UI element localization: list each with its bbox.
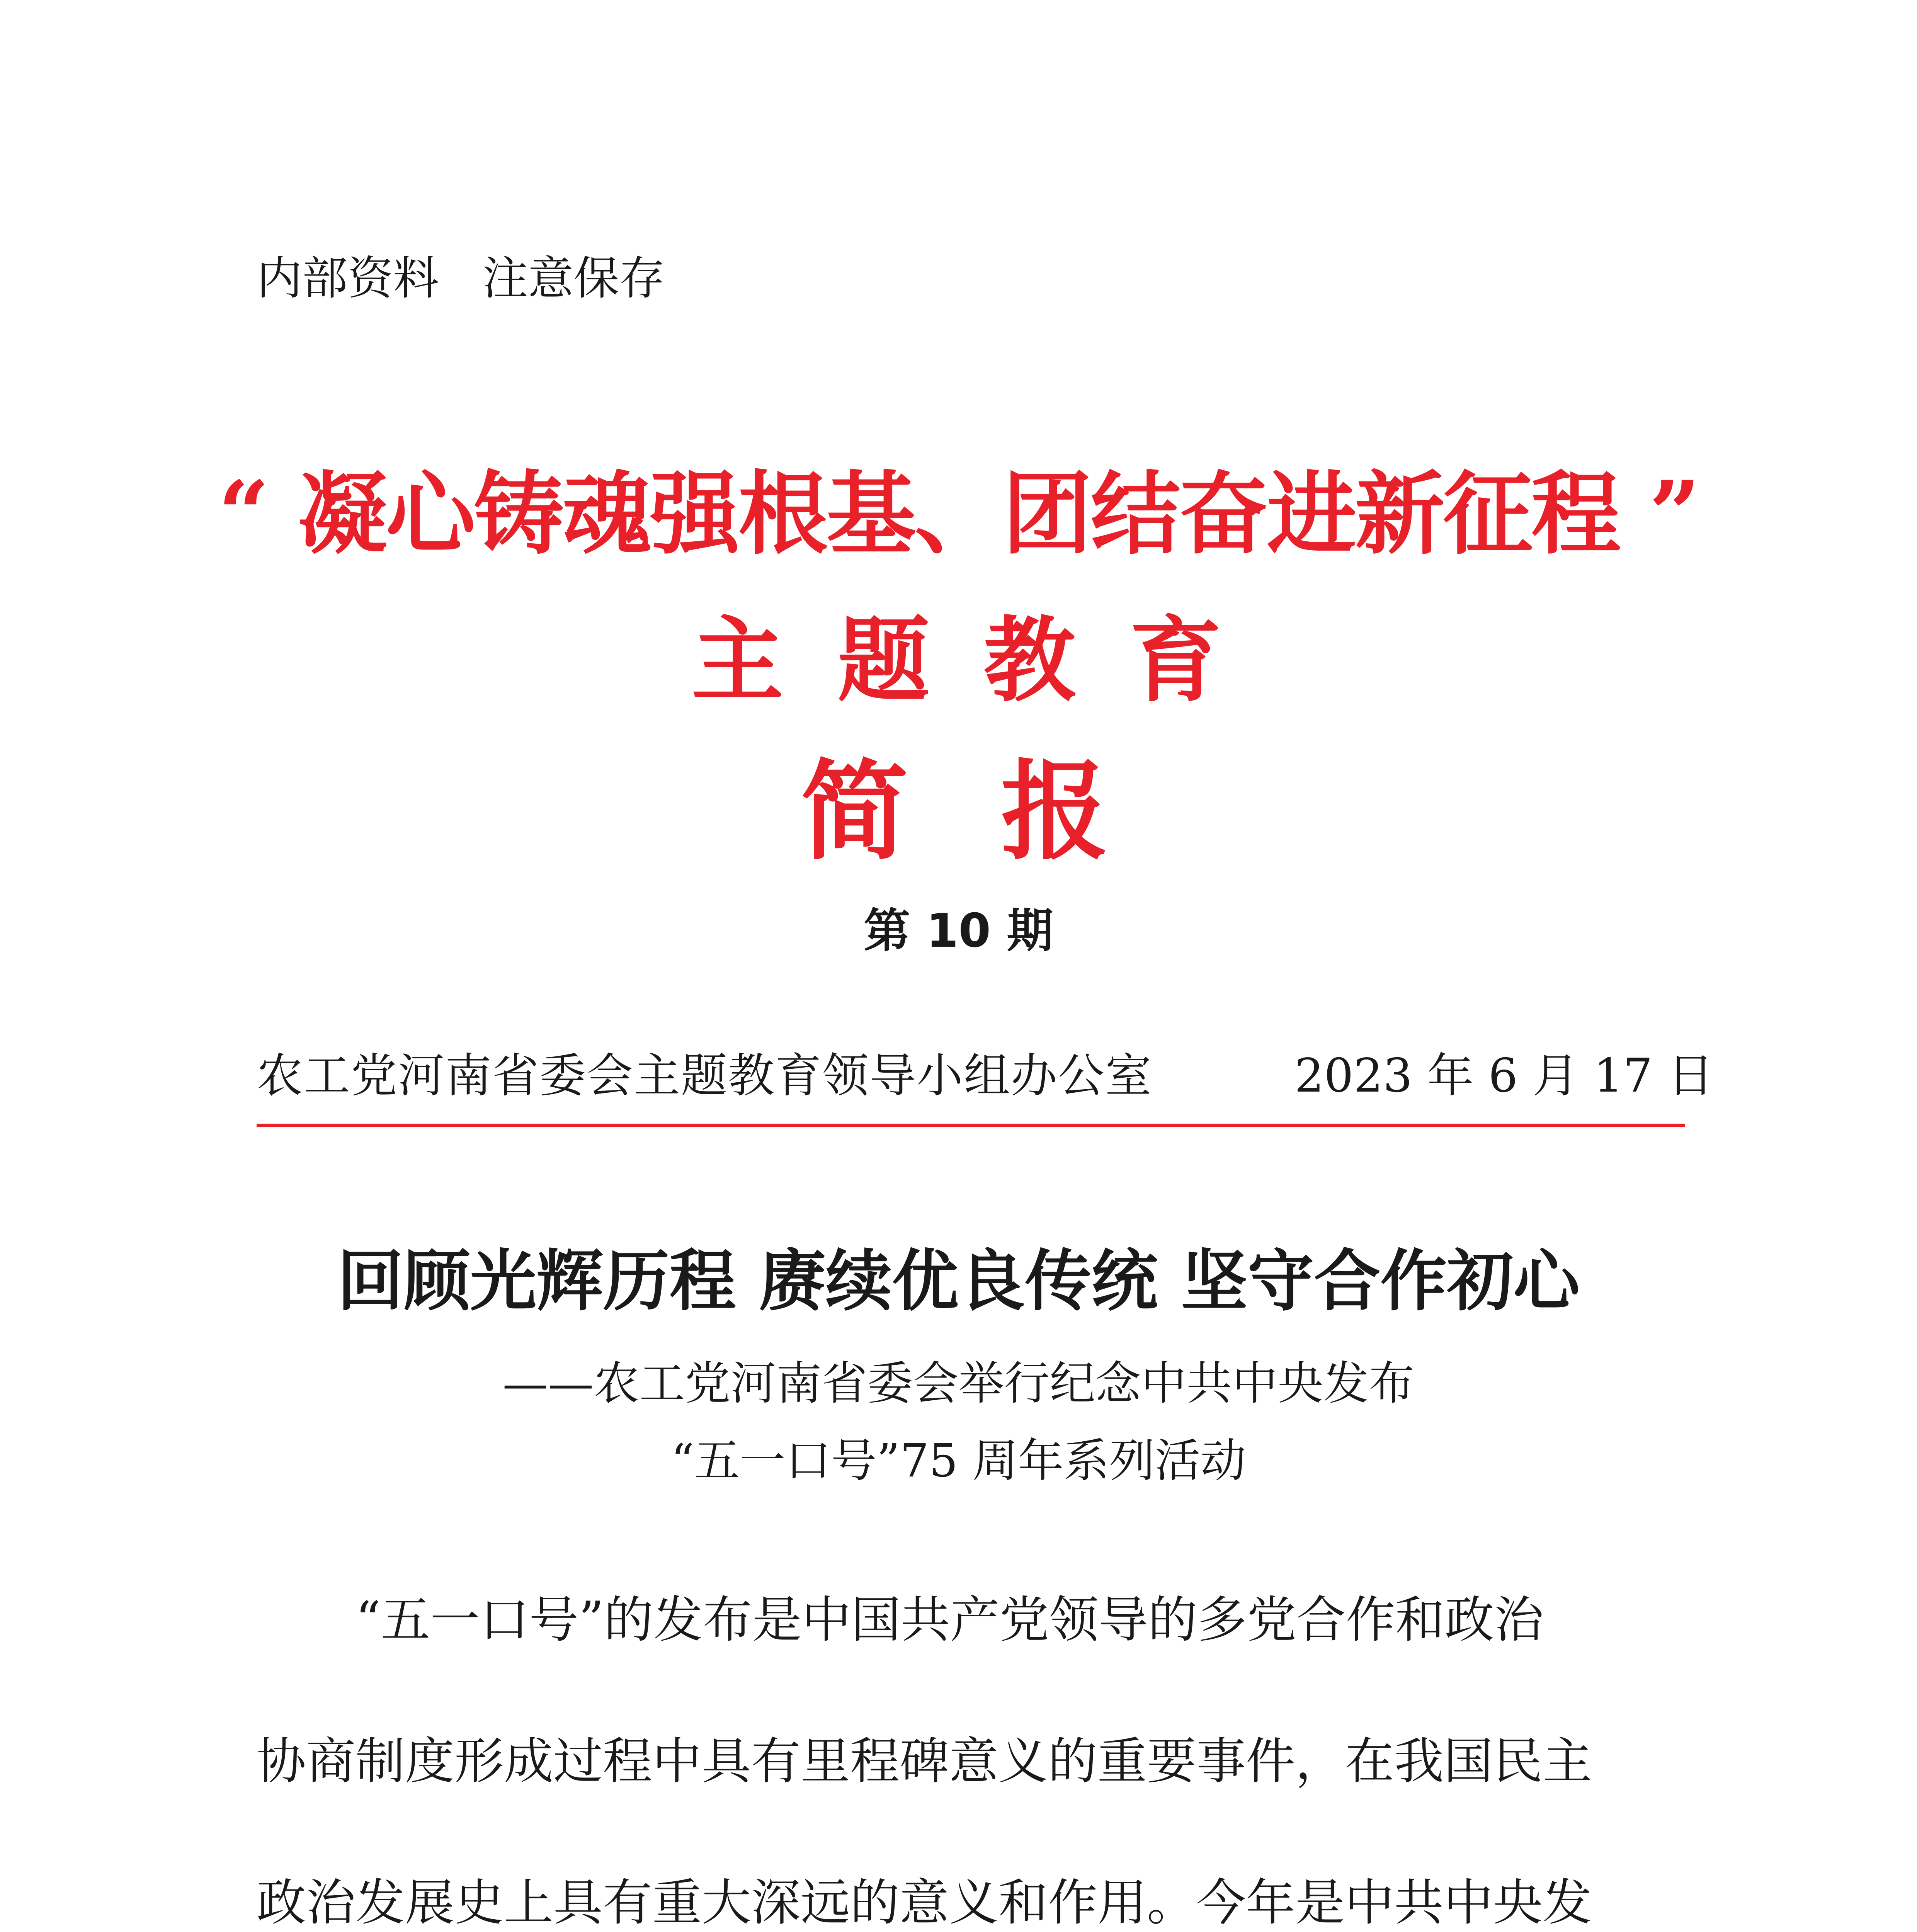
red-divider-line [257, 1124, 1685, 1127]
body-line: 协商制度形成过程中具有里程碑意义的重要事件，在我国民主 [257, 1733, 1592, 1790]
body-line: “五一口号”的发布是中国共产党领导的多党合作和政治 [257, 1591, 1544, 1649]
article-subtitle-line-2: “五一口号”75 周年系列活动 [671, 1434, 1246, 1487]
subject-education-title: 主题教育 [691, 607, 1276, 714]
article-title: 回顾光辉历程 赓续优良传统 坚守合作初心 [337, 1242, 1580, 1320]
bulletin-title: 简报 [801, 748, 1201, 874]
article-body [257, 1549, 1662, 1932]
issue-number: 第 10 期 [864, 904, 1053, 958]
article-subtitle-line-1: ——农工党河南省委会举行纪念中共中央发布 [502, 1357, 1415, 1410]
issue-date: 2023 年 6 月 17 日 [1294, 1049, 1714, 1103]
bulletin-main-title: “ 凝心铸魂强根基、团结奋进新征程 ” [218, 461, 1699, 566]
body-line: 政治发展史上具有重大深远的意义和作用。今年是中共中央发 [257, 1874, 1592, 1932]
issuer-name: 农工党河南省委会主题教育领导小组办公室 [257, 1049, 1152, 1103]
internal-material-note: 内部资料 注意保存 [257, 252, 665, 305]
